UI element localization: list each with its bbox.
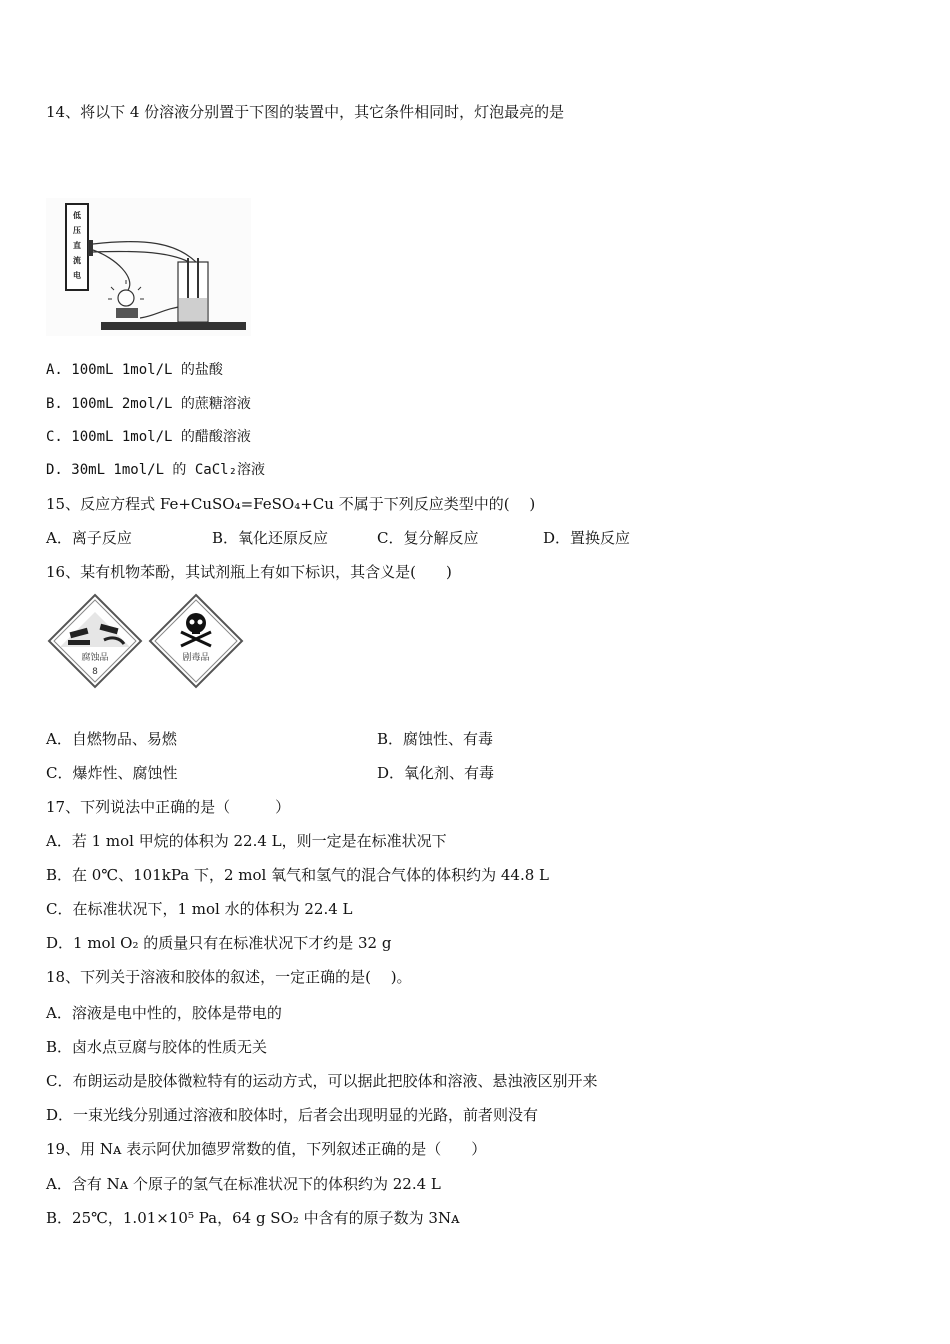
corrosive-label-text: 腐蚀品 (81, 653, 109, 663)
question-16-option-a: A．自燃物品、易燃 (46, 730, 177, 748)
question-14-option-a: A. 100mL 1mol/L 的盐酸 (46, 362, 223, 378)
question-17-option-c: C．在标准状况下，1 mol 水的体积为 22.4 L (46, 900, 353, 918)
question-19-option-a: A．含有 Nᴀ 个原子的氢气在标准状况下的体积约为 22.4 L (46, 1175, 441, 1193)
question-15-option-c: C．复分解反应 (377, 529, 479, 547)
question-17-stem: 17、下列说法中正确的是（ ） (46, 798, 291, 816)
toxic-label-icon (147, 592, 245, 690)
question-14-option-c: C. 100mL 1mol/L 的醋酸溶液 (46, 429, 251, 445)
question-15-option-a: A．离子反应 (46, 529, 132, 547)
question-14-option-d: D. 30mL 1mol/L 的 CaCl₂溶液 (46, 462, 266, 478)
question-16-option-c: C．爆炸性、腐蚀性 (46, 764, 178, 782)
question-17-option-b: B．在 0℃、101kPa 下，2 mol 氧气和氢气的混合气体的体积约为 44.8 L (46, 866, 549, 884)
question-18-option-b: B．卤水点豆腐与胶体的性质无关 (46, 1038, 268, 1056)
question-14-stem: 14、将以下 4 份溶液分别置于下图的装置中，其它条件相同时，灯泡最亮的是 (46, 103, 565, 121)
question-15-stem: 15、反应方程式 Fe+CuSO₄=FeSO₄+Cu 不属于下列反应类型中的( ) (46, 495, 536, 513)
power-supply-char-5: 电 (73, 271, 81, 280)
question-18-stem: 18、下列关于溶液和胶体的叙述，一定正确的是( )。 (46, 968, 412, 986)
conductivity-apparatus-figure (46, 198, 251, 336)
question-18-option-a: A．溶液是电中性的，胶体是带电的 (46, 1004, 282, 1022)
question-17-option-d: D．1 mol O₂ 的质量只有在标准状况下才约是 32 g (46, 934, 392, 952)
question-16-option-b: B．腐蚀性、有毒 (377, 730, 494, 748)
corrosive-label-icon (46, 592, 144, 690)
question-16-stem: 16、某有机物苯酚，其试剂瓶上有如下标识，其含义是( ) (46, 563, 452, 581)
question-16-option-d: D．氧化剂、有毒 (377, 764, 495, 782)
power-supply-char-3: 直 (73, 241, 81, 250)
question-19-option-b: B．25℃，1.01×10⁵ Pa，64 g SO₂ 中含有的原子数为 3Nᴀ (46, 1209, 460, 1227)
corrosive-label-number: 8 (92, 667, 98, 677)
question-15-option-d: D．置换反应 (543, 529, 631, 547)
question-19-stem: 19、用 Nᴀ 表示阿伏加德罗常数的值，下列叙述正确的是（ ） (46, 1140, 487, 1158)
question-15-option-b: B．氧化还原反应 (212, 529, 329, 547)
question-18-option-c: C．布朗运动是胶体微粒特有的运动方式，可以据此把胶体和溶液、悬浊液区别开来 (46, 1072, 598, 1090)
power-supply-char-4: 流 (73, 256, 81, 265)
power-supply-char-2: 压 (73, 226, 81, 235)
power-supply-char-1: 低 (73, 211, 81, 220)
question-17-option-a: A．若 1 mol 甲烷的体积为 22.4 L，则一定是在标准状况下 (46, 832, 447, 850)
question-18-option-d: D．一束光线分别通过溶液和胶体时，后者会出现明显的光路，前者则没有 (46, 1106, 539, 1124)
question-14-option-b: B. 100mL 2mol/L 的蔗糖溶液 (46, 396, 251, 412)
toxic-label-text: 剧毒品 (182, 653, 210, 663)
